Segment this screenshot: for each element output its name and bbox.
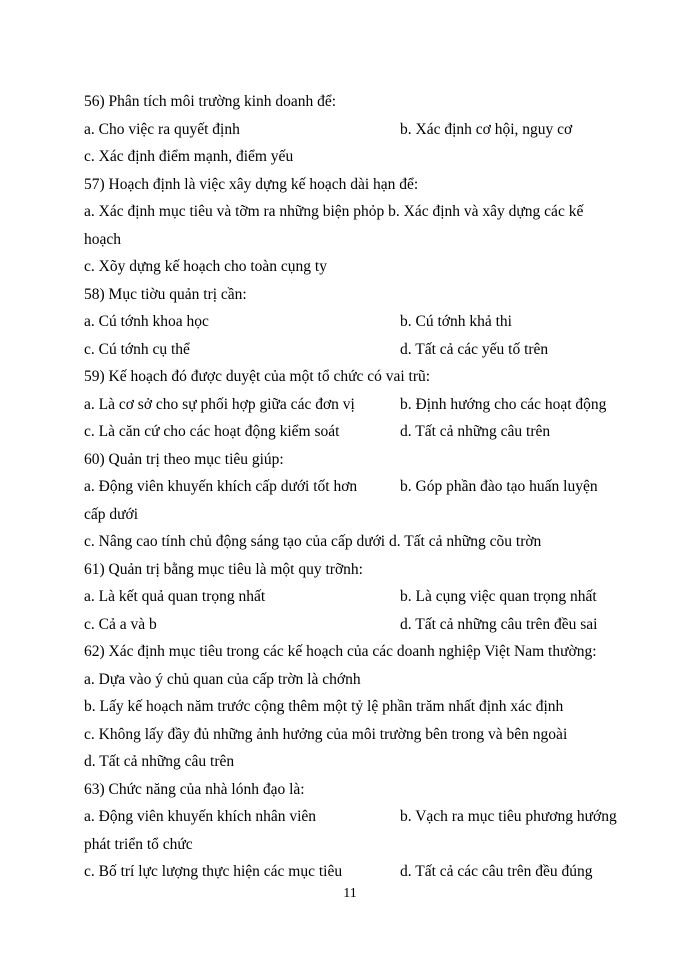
line-text: c. Không lấy đầy đủ những ảnh hưởng của môi trường bên trong và bên ngoài (84, 725, 568, 743)
line-text: 56) Phân tích môi trường kinh doanh để: (84, 93, 337, 110)
line-text-right: d. Tất cả các yếu tố trên (400, 340, 549, 358)
line-text: c. Bố trí lực lượng thực hiện các mục tiêu (84, 863, 343, 880)
line-text: a. Xác định mục tiêu và tỡm ra những biện phỏp b. Xác định và xây dựng các kế (84, 203, 584, 220)
text-line (84, 145, 640, 169)
text-line (84, 860, 640, 884)
line-text: hoạch (84, 230, 122, 248)
line-text-right: b. Xác định cơ hội, nguy cơ (400, 120, 573, 138)
text-line (84, 805, 640, 829)
text-line (84, 613, 640, 637)
line-text-right: d. Tất cả những câu trên (400, 423, 551, 440)
text-line (84, 200, 640, 224)
line-text: c. Xác định điểm mạnh, điểm yếu (84, 148, 294, 165)
text-line (84, 640, 640, 664)
line-text: 61) Quản trị bằng mục tiêu là một quy trỡnh: (84, 560, 363, 578)
text-line (84, 750, 640, 774)
text-line (84, 503, 640, 527)
line-text: 57) Hoạch định là việc xây dựng kế hoạch dài hạn để: (84, 175, 419, 193)
line-text-right: b. Vạch ra mục tiêu phương hướng (400, 808, 617, 825)
line-text: 58) Mục tiờu quản trị cần: (84, 285, 247, 303)
line-text: c. Xõy dựng kế hoạch cho toàn cụng ty (84, 258, 327, 275)
text-line (84, 723, 640, 747)
text-line (84, 475, 640, 499)
line-text: 59) Kế hoạch đó được duyệt của một tổ chức có vai trũ: (84, 368, 431, 385)
line-text: phát triển tổ chức (84, 835, 193, 853)
line-text: a. Là kết quả quan trọng nhất (84, 588, 266, 605)
line-text: a. Động viên khuyến khích cấp dưới tốt hơn (84, 478, 358, 495)
text-line (84, 255, 640, 279)
text-line (84, 228, 640, 252)
text-line (84, 778, 640, 802)
text-line (84, 833, 640, 857)
text-line (84, 393, 640, 417)
page-number: 11 (343, 886, 357, 901)
line-text: c. Cả a và b (84, 615, 157, 633)
line-text: 62) Xác định mục tiêu trong các kế hoạch của các doanh nghiệp Việt Nam thường: (84, 643, 597, 660)
line-text: 63) Chức năng của nhà lónh đạo là: (84, 780, 305, 798)
text-line (84, 310, 640, 334)
line-text: 60) Quản trị theo mục tiêu giúp: (84, 450, 284, 468)
line-text-right: d. Tất cả các câu trên đều đúng (400, 863, 593, 880)
text-line (84, 420, 640, 444)
text-line (84, 118, 640, 142)
text-line (84, 365, 640, 389)
text-line (84, 90, 640, 114)
line-text: d. Tất cả những câu trên (84, 753, 235, 770)
line-text: b. Lấy kế hoạch năm trước cộng thêm một tỷ lệ phần trăm nhất định xác định (84, 698, 564, 715)
line-text-right: b. Cú tớnh khả thi (400, 313, 512, 330)
text-line (84, 338, 640, 362)
line-text: c. Nâng cao tính chủ động sáng tạo của cấp dưới d. Tất cả những cõu trờn (84, 533, 542, 550)
text-line (84, 530, 640, 554)
line-text-right: d. Tất cả những câu trên đều sai (400, 615, 598, 633)
line-text: cấp dưới (84, 505, 139, 523)
line-text-right: b. Là cụng việc quan trọng nhất (400, 588, 597, 605)
text-line (84, 448, 640, 472)
line-text-right: b. Góp phần đào tạo huấn luyện (400, 478, 598, 495)
text-line (84, 283, 640, 307)
text-line (84, 173, 640, 197)
line-text: a. Động viên khuyến khích nhân viên (84, 808, 317, 825)
line-text: c. Là căn cứ cho các hoạt động kiểm soát (84, 423, 340, 440)
line-text: a. Là cơ sở cho sự phối hợp giữa các đơn vị (84, 395, 355, 413)
line-text: a. Dựa vào ý chủ quan của cấp trờn là chớnh (84, 670, 361, 688)
line-text-right: b. Định hướng cho các hoạt động (400, 395, 607, 413)
line-text: a. Cho việc ra quyết định (84, 120, 240, 138)
text-line (84, 668, 640, 692)
text-line (84, 695, 640, 719)
text-line (84, 585, 640, 609)
line-text: c. Cú tớnh cụ thể (84, 340, 190, 358)
text-line (84, 558, 640, 582)
line-text: a. Cú tớnh khoa học (84, 313, 209, 330)
